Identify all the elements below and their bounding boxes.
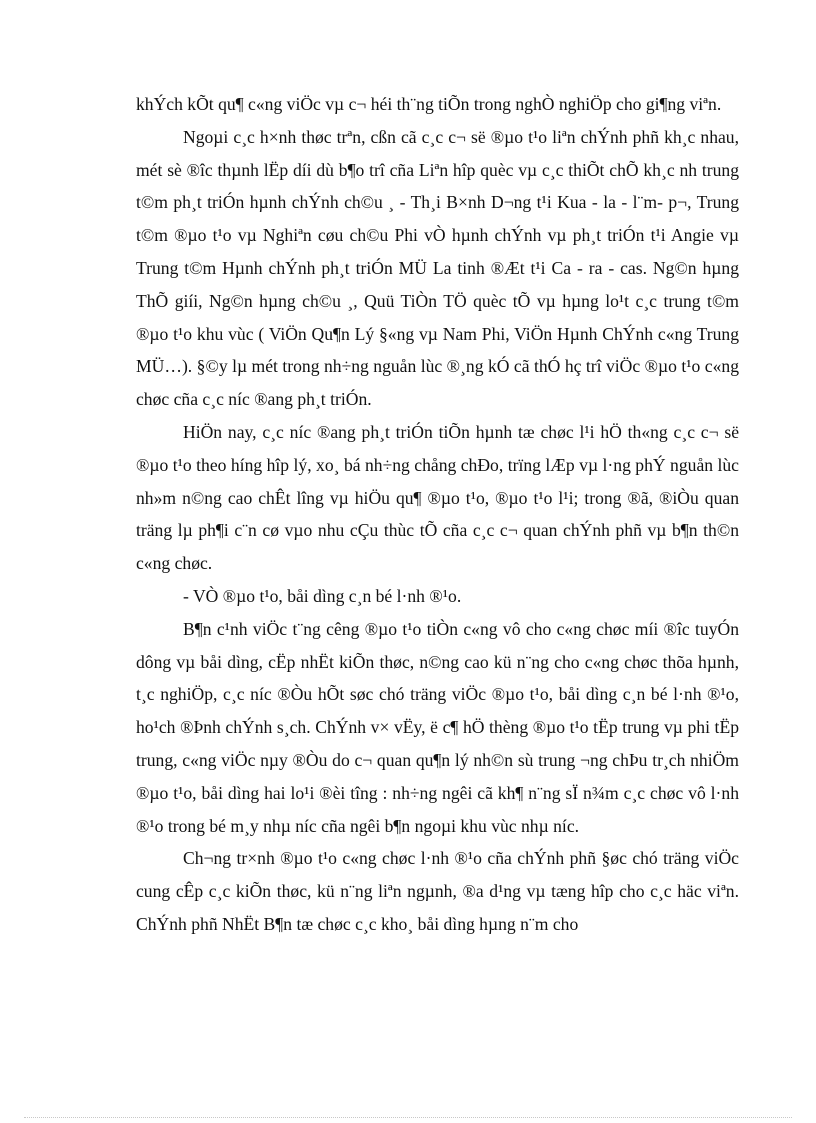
paragraph-1: khÝch kÕt qu¶ c«ng viÖc vµ c¬ héi th¨ng tiÕn trong nghÒ nghiÖp cho gi¶ng viªn. <box>136 94 722 114</box>
paragraph-6: Ch¬ng tr×nh ®µo t¹o c«ng chøc l·nh ®¹o cña chÝnh phñ §øc chó träng viÖc cung cÊp c¸c kiÕn thøc, kü n¨ng liªn ngµnh, ®a d¹ng vµ tæng hîp cho c¸c häc viªn. ChÝnh phñ NhËt B¶n tæ chøc c¸c kho¸ båi dìng hµng n¨m cho <box>136 848 739 934</box>
page-bottom-divider <box>24 1117 792 1118</box>
body-text <box>136 88 739 941</box>
paragraph-5: B¶n c¹nh viÖc t¨ng cêng ®µo t¹o tiÒn c«ng vô cho c«ng chøc míi ®îc tuyÓn dông vµ båi dìng, cËp nhËt kiÕn thøc, n©ng cao kü n¨ng cho c«ng chøc thõa hµnh, t¸c nghiÖp, c¸c níc ®Òu hÕt søc chó träng viÖc ®µo t¹o, båi dìng c¸n bé l·nh ®¹o, ho¹ch ®Þnh chÝnh s¸ch. ChÝnh v× vËy, ë c¶ hÖ thèng ®µo t¹o tËp trung vµ phi tËp trung, c«ng viÖc nµy ®Òu do c¬ quan qu¶n lý nh©n sù trung ¬ng chÞu tr¸ch nhiÖm ®µo t¹o, båi dìng hai lo¹i ®èi tîng : nh÷ng ngêi cã kh¶ n¨ng sÏ n¾m c¸c chøc vô l·nh ®¹o trong bé m¸y nhµ níc cña ngêi b¶n ngoµi khu vùc nhµ níc. <box>136 618 739 836</box>
paragraph-2: Ngoµi c¸c h×nh thøc trªn, cßn cã c¸c c¬ së ®µo t¹o liªn chÝnh phñ kh¸c nhau, mét sè ®îc thµnh lËp díi dù b¶o trî cña Liªn hîp quèc vµ c¸c thiÕt chÕ kh¸c nh trung t©m ph¸t triÓn hµnh chÝnh ch©u ¸ - Th¸i B×nh D¬ng t¹i Kua - la - l¨m- p¬, Trung t©m ®µo t¹o vµ Nghiªn cøu ch©u Phi vÒ hµnh chÝnh vµ ph¸t triÓn t¹i Angie vµ Trung t©m Hµnh chÝnh ph¸t triÓn MÜ La tinh ®Æt t¹i Ca - ra - cas. Ng©n hµng ThÕ giíi, Ng©n hµng ch©u ¸, Quü TiÒn TÖ quèc tÕ vµ hµng lo¹t c¸c trung t©m ®µo t¹o khu vùc ( ViÖn Qu¶n Lý §«ng vµ Nam Phi, ViÖn Hµnh ChÝnh c«ng Trung MÜ…). §©y lµ mét trong nh÷ng nguån lùc ®¸ng kÓ cã thÓ hç trî viÖc ®µo t¹o c«ng chøc cña c¸c níc ®ang ph¸t triÓn. <box>136 126 739 410</box>
paragraph-3: HiÖn nay, c¸c níc ®ang ph¸t triÓn tiÕn hµnh tæ chøc l¹i hÖ th«ng c¸c c¬ së ®µo t¹o theo híng hîp lý, xo¸ bá nh÷ng chång chÐo, trïng lÆp vµ l·ng phÝ nguån lùc nh»m n©ng cao chÊt lîng vµ hiÖu qu¶ ®µo t¹o, ®µo t¹o l¹i; trong ®ã, ®iÒu quan träng lµ ph¶i c¨n cø vµo nhu cÇu thùc tÕ cña c¸c c¬ quan chÝnh phñ vµ b¶n th©n c«ng chøc. <box>136 421 739 574</box>
paragraph-4-heading: - VÒ ®µo t¹o, båi dìng c¸n bé l·nh ®¹o. <box>183 585 462 606</box>
